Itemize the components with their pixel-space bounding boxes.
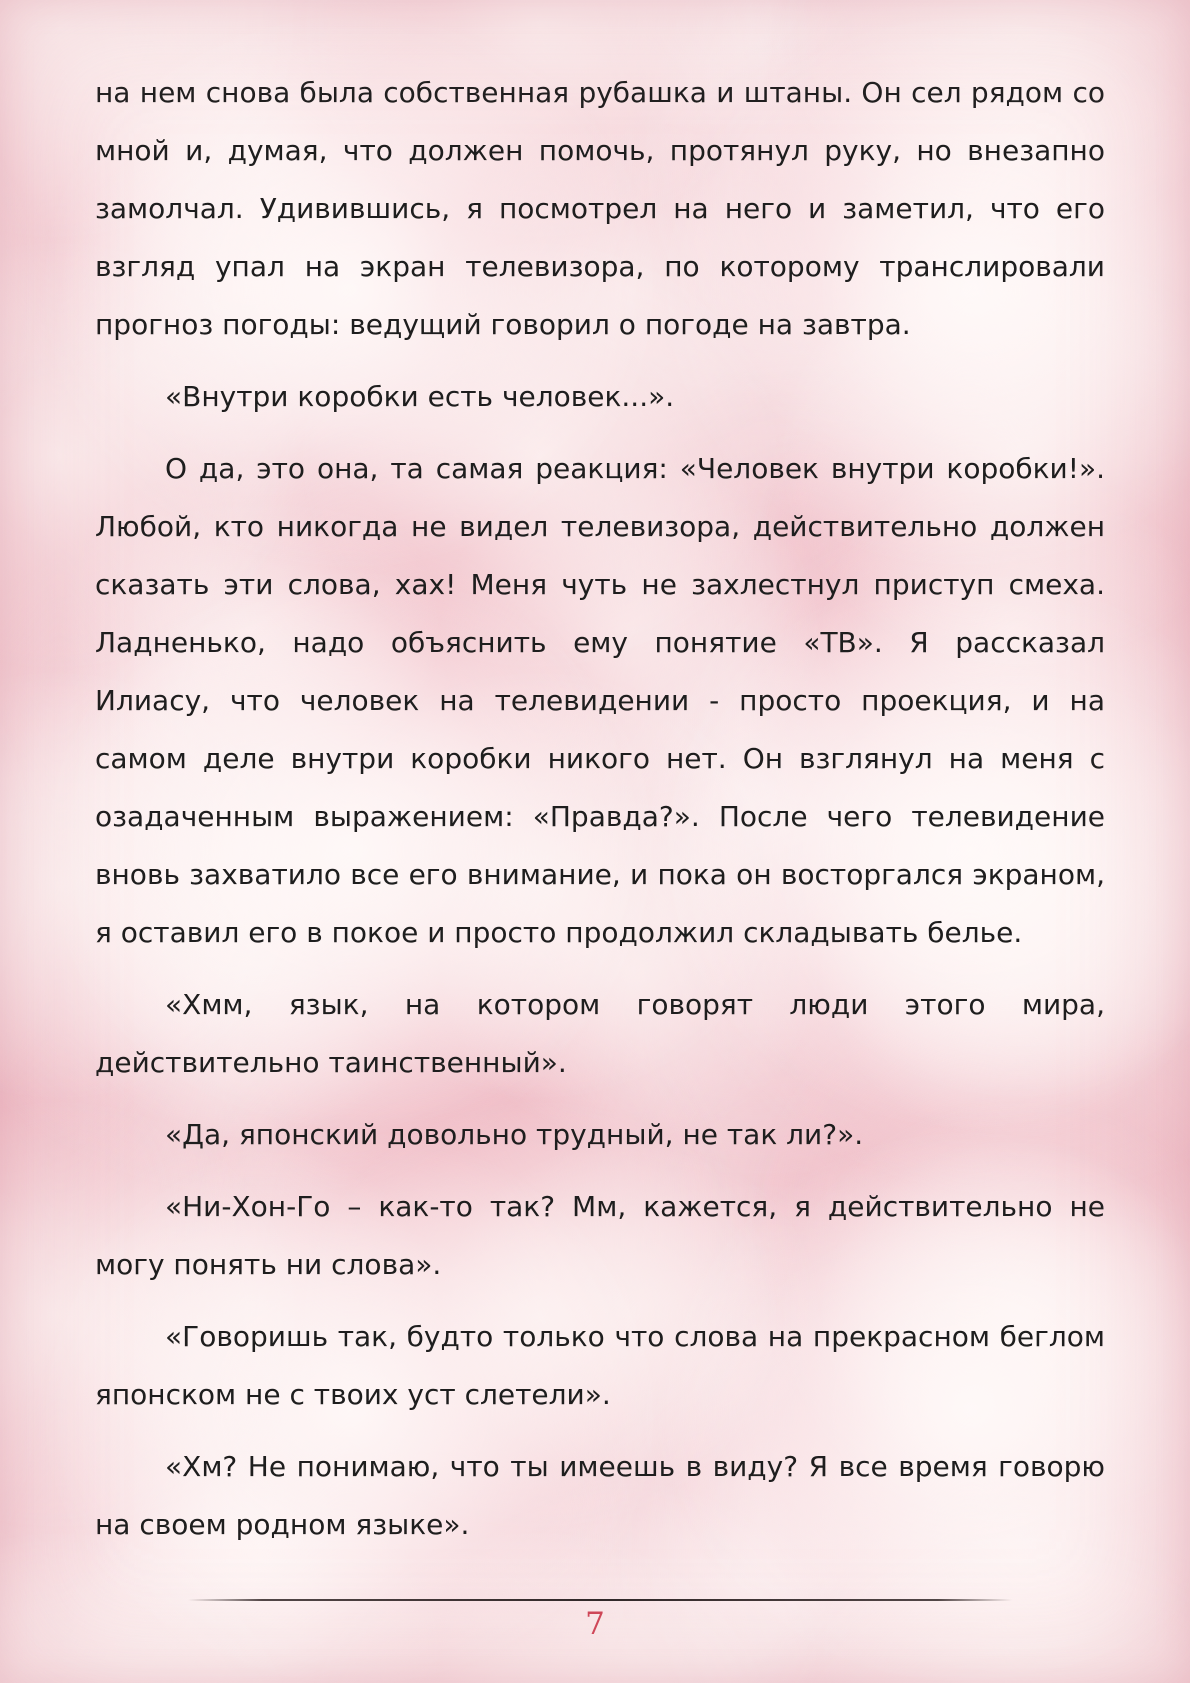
paragraph-quote-box-person: «Внутри коробки есть человек...». xyxy=(165,380,675,413)
page-text-block xyxy=(95,64,1105,1568)
page-number: 7 xyxy=(585,1606,605,1642)
paragraph-quote-japanese-hard: «Да, японский довольно трудный, не так ли?». xyxy=(165,1118,864,1151)
paragraph-tv-explanation: О да, это она, та самая реакция: «Человек внутри коробки!». Любой, кто никогда не видел телевизора, действительно должен сказать эти слова, хах! Меня чуть не захлестнул приступ смеха. Ладненько, надо объяснить ему понятие «ТВ». Я рассказал Илиасу, что человек на телевидении - просто проекция, и на самом деле внутри коробки никого нет. Он взглянул на меня с озадаченным выражением: «Правда?». После чего телевидение вновь захватило все его внимание, и пока он восторгался экраном, я оставил его в покое и просто продолжил складывать белье. xyxy=(95,452,1105,949)
paragraph-quote-fluent-japanese: «Говоришь так, будто только что слова на прекрасном беглом японском не с твоих уст слетели». xyxy=(95,1320,1105,1411)
footer-divider-line xyxy=(188,1599,1012,1601)
paragraph-continuation: на нем снова была собственная рубашка и штаны. Он сел рядом со мной и, думая, что должен помочь, протянул руку, но внезапно замолчал. Удивившись, я посмотрел на него и заметил, что его взгляд упал на экран телевизора, по которому транслировали прогноз погоды: ведущий говорил о погоде на завтра. xyxy=(95,76,1105,341)
paragraph-quote-native-language: «Хм? Не понимаю, что ты имеешь в виду? Я все время говорю на своем родном языке». xyxy=(95,1450,1105,1541)
paragraph-quote-nihongo: «Ни-Хон-Го – как-то так? Мм, кажется, я действительно не могу понять ни слова». xyxy=(95,1190,1105,1281)
paragraph-quote-language-mysterious: «Хмм, язык, на котором говорят люди этого мира, действительно таинственный». xyxy=(95,988,1105,1079)
